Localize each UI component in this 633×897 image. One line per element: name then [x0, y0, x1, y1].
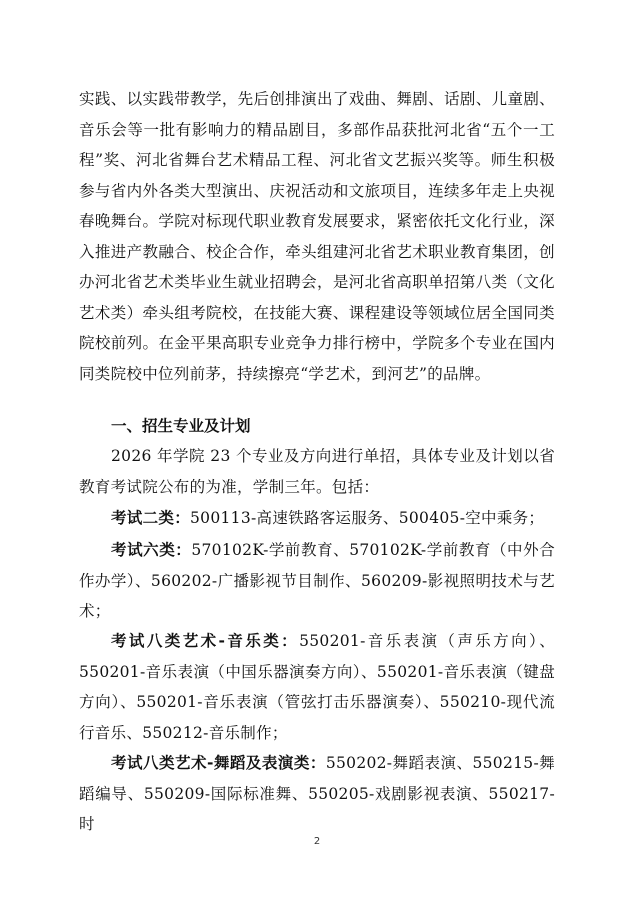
category-paragraph-exam-8-dance [79, 748, 555, 840]
category-label: 考试八类艺术-音乐类： [111, 632, 300, 650]
category-paragraph-exam-6 [79, 535, 555, 627]
category-content: 550201-音乐表演（声乐方向）、550201-音乐表演（中国乐器演奏方向）、550201-音乐表演（键盘方向）、550201-音乐表演（管弦打击乐器演奏）、550210-现代流行音乐、550212-音乐制作； [79, 632, 556, 742]
category-label: 考试二类： [111, 509, 191, 527]
intro-paragraph: 实践、以实践带教学，先后创排演出了戏曲、舞剧、话剧、儿童剧、音乐会等一批有影响力的精品剧目，多部作品获批河北省“五个一工程”奖、河北省舞台艺术精品工程、河北省文艺振兴奖等。师生积极参与省内外各类大型演出、庆祝活动和文旅项目，连续多年走上央视春晚舞台。学院对标现代职业教育发展要求，紧密依托文化行业，深入推进产教融合、校企合作，牵头组建河北省艺术职业教育集团，创办河北省艺术类毕业生就业招聘会，是河北省高职单招第八类（文化艺术类）牵头组考院校，在技能大赛、课程建设等领域位居全国同类院校前列。在金平果高职专业竞争力排行榜中，学院多个专业在国内同类院校中位列前茅，持续擦亮“学艺术，到河艺”的品牌。 [79, 90, 555, 383]
section-heading-enrollment-plan: 一、招生专业及计划 [111, 417, 251, 435]
category-label: 考试六类： [111, 541, 192, 559]
category-paragraph-exam-8-music [79, 626, 555, 748]
category-paragraph-exam-2 [79, 503, 555, 534]
category-content: 550202-舞蹈表演、550215-舞蹈编导、550209-国际标准舞、550205-戏剧影视表演、550217-时 [79, 754, 555, 833]
plan-paragraph: 2026 年学院 23 个专业及方向进行单招，具体专业及计划以省教育考试院公布的为准，学制三年。包括： [79, 447, 555, 496]
category-content: 570102K-学前教育、570102K-学前教育（中外合作办学）、560202-广播影视节目制作、560209-影视照明技术与艺术； [79, 541, 555, 620]
page-number: 2 [313, 836, 321, 847]
category-content: 500113-高速铁路客运服务、500405-空中乘务； [190, 509, 545, 527]
category-label: 考试八类艺术-舞蹈及表演类： [111, 754, 326, 772]
